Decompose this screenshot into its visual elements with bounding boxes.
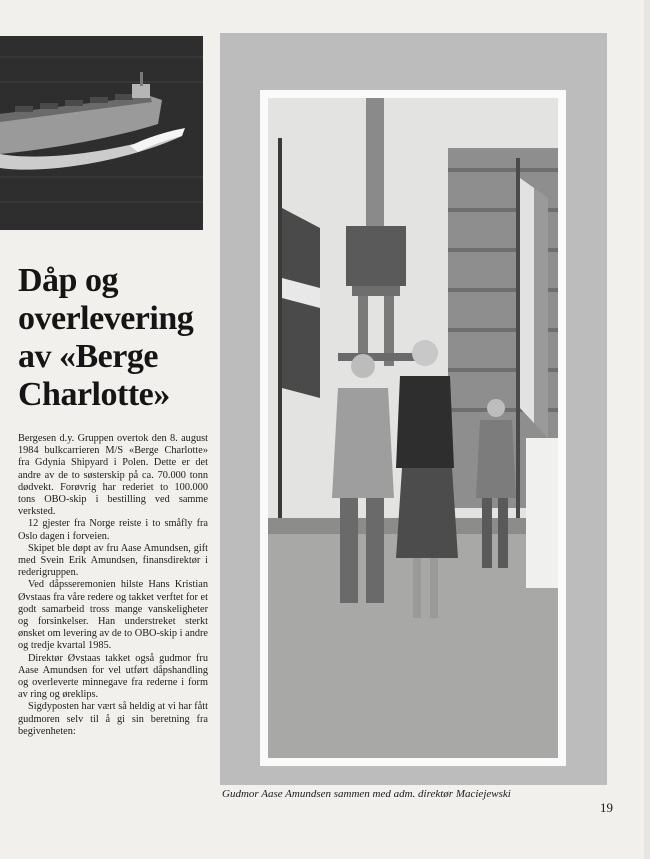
article-paragraph: Skipet ble døpt av fru Aase Amundsen, gift med Svein Erik Amundsen, finansdirektør i rederigruppen.: [18, 542, 208, 579]
ship-photo: [0, 36, 203, 230]
article-paragraph: Bergesen d.y. Gruppen overtok den 8. august 1984 bulkcarrieren M/S «Berge Charlotte» fra Gdynia Shipyard i Polen. Dette er det andre av de to søsterskip på ca. 70.000 tonn dødvekt. Forøvrig har rederiet to 100.000 tons OBO-skip i bestilling ved samme verksted.: [18, 433, 208, 518]
photo-border: [260, 90, 566, 766]
shipyard-scene-image: [268, 98, 558, 758]
shipyard-ceremony-photo: [268, 98, 558, 758]
ship-at-sea-image: [0, 36, 203, 230]
article-paragraph: Direktør Øvstaas takket også gudmor fru Aase Amundsen for vel utført dåpshandling og overleverte minnegave fra rederne i form av ring og øreklips.: [18, 652, 208, 701]
photo-caption: Gudmor Aase Amundsen sammen med adm. direktør Maciejewski: [222, 788, 511, 800]
headline-line-2: overlevering: [18, 300, 194, 337]
headline-line-1: Dåp og: [18, 262, 118, 299]
article-paragraph: Ved dåpsseremonien hilste Hans Kristian Øvstaas fra våre redere og takket verftet for et godt samarbeid tross mange vanskeligheter og forsinkelser. Han understreket sterkt ønsket om levering av de to OBO-skip i andre og tredje kvartal 1985.: [18, 579, 208, 652]
article-paragraph: Sigdyposten har vært så heldig at vi har fått gudmoren selv til å gi sin beretning fra begivenheten:: [18, 701, 208, 737]
headline-line-4: Charlotte»: [18, 376, 170, 413]
page-number: 19: [600, 800, 613, 815]
page-edge: [644, 0, 650, 859]
article-body: [18, 433, 208, 738]
article-headline: [18, 262, 218, 414]
article-paragraph: 12 gjester fra Norge reiste i to småfly fra Oslo dagen i forveien.: [18, 518, 208, 542]
photo-frame: [220, 33, 607, 785]
headline-line-3: av «Berge: [18, 338, 158, 375]
